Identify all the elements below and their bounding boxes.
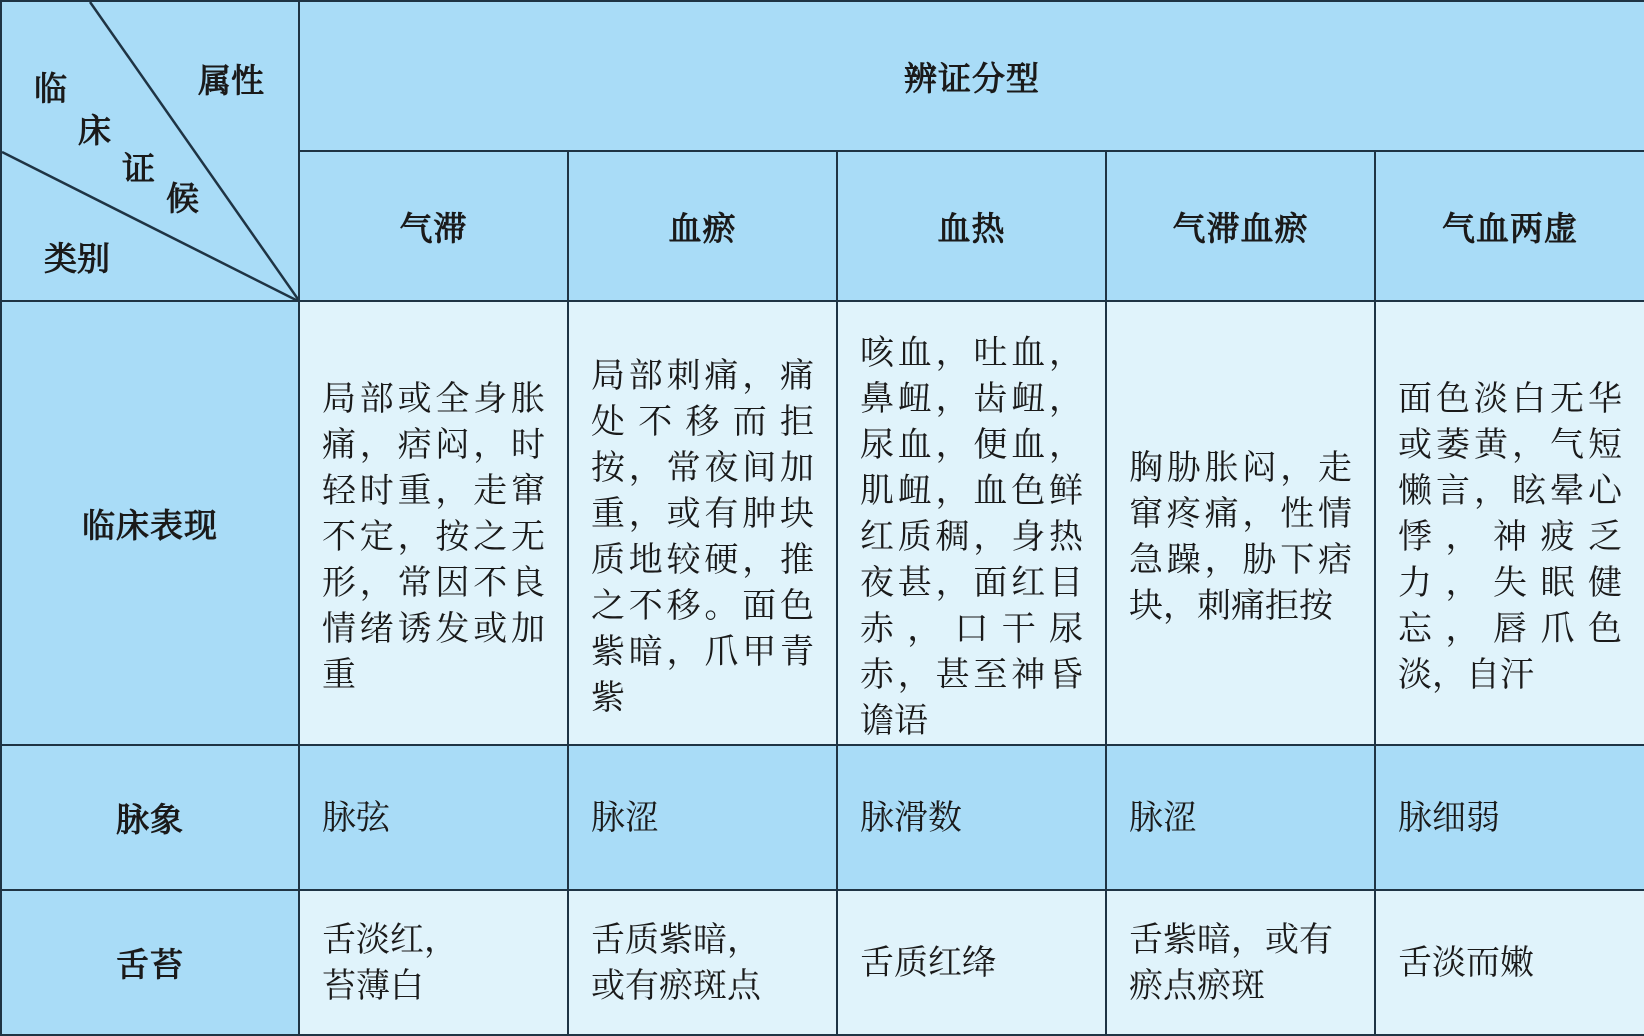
clinical-cell-xueyu	[568, 301, 837, 745]
tongue-text	[1107, 917, 1374, 1009]
tongue-cell-qizhi-xueyu	[1106, 890, 1375, 1035]
corner-syndrome-char-1: 临	[34, 69, 67, 108]
corner-attribute-label: 属性	[198, 61, 264, 100]
row-header-tongue: 舌苔	[1, 890, 299, 1035]
pulse-cell-qizhi	[299, 745, 568, 890]
tongue-text	[838, 940, 1105, 986]
clinical-text: 咳血，吐血，鼻衄，齿衄，尿血，便血，肌衄，血色鲜红质稠，身热夜甚，面红目赤，口干尿赤，甚至神昏谵语	[860, 333, 1083, 741]
clinical-text: 局部刺痛，痛处不移而拒按，常夜间加重，或有肿块质地较硬，推之不移。面色紫暗，爪甲青紫	[591, 356, 814, 718]
corner-syndrome-char-4: 候	[166, 179, 199, 218]
pulse-cell-qixue-liangxu	[1375, 745, 1644, 890]
clinical-text: 胸胁胀闷，走窜疼痛，性情急躁，胁下痞块，刺痛拒按	[1129, 448, 1352, 626]
tongue-line: 或有瘀斑点	[591, 965, 761, 1006]
tongue-line: 舌质红绛	[860, 942, 996, 983]
type-header-xuere: 血热	[837, 151, 1106, 301]
tongue-line: 瘀点瘀斑	[1129, 965, 1265, 1006]
type-header-xueyu: 血瘀	[568, 151, 837, 301]
tongue-line: 舌淡红，	[322, 919, 458, 960]
corner-syndrome-char-2: 床	[78, 111, 111, 150]
type-header-qizhi: 气滞	[299, 151, 568, 301]
tongue-line: 舌质紫暗，	[591, 919, 761, 960]
tongue-line: 舌紫暗，或有	[1129, 919, 1333, 960]
clinical-cell-qizhi	[299, 301, 568, 745]
row-header-pulse: 脉象	[1, 745, 299, 890]
corner-category-label: 类别	[44, 239, 110, 278]
clinical-cell-xuere	[837, 301, 1106, 745]
pulse-cell-xueyu	[568, 745, 837, 890]
tongue-text	[300, 917, 567, 1009]
clinical-cell-qizhi-xueyu	[1106, 301, 1375, 745]
pulse-cell-xuere	[837, 745, 1106, 890]
tongue-text	[1376, 940, 1644, 986]
tongue-cell-xuere	[837, 890, 1106, 1035]
corner-header-cell	[1, 1, 299, 301]
tongue-cell-qizhi	[299, 890, 568, 1035]
tongue-line: 舌淡而嫩	[1398, 942, 1534, 983]
pulse-text: 脉涩	[1129, 797, 1197, 838]
corner-syndrome-char-3: 证	[122, 149, 155, 188]
pulse-cell-qizhi-xueyu	[1106, 745, 1375, 890]
pulse-text: 脉弦	[322, 797, 390, 838]
pulse-text: 脉滑数	[860, 797, 962, 838]
tongue-cell-xueyu	[568, 890, 837, 1035]
pulse-text: 脉细弱	[1398, 797, 1500, 838]
type-header-qizhi-xueyu: 气滞血瘀	[1106, 151, 1375, 301]
clinical-text: 局部或全身胀痛，痞闷，时轻时重，走窜不定，按之无形，常因不良情绪诱发或加重	[322, 379, 545, 695]
tongue-text	[569, 917, 836, 1009]
row-header-clinical: 临床表现	[1, 301, 299, 745]
pulse-text: 脉涩	[591, 797, 659, 838]
type-header-qixue-liangxu: 气血两虚	[1375, 151, 1644, 301]
tongue-line: 苔薄白	[322, 965, 424, 1006]
tongue-cell-qixue-liangxu	[1375, 890, 1644, 1035]
clinical-text: 面色淡白无华或萎黄，气短懒言，眩晕心悸，神疲乏力，失眠健忘，唇爪色淡，自汗	[1398, 379, 1623, 695]
group-title-header: 辨证分型	[299, 1, 1644, 151]
clinical-cell-qixue-liangxu	[1375, 301, 1644, 745]
